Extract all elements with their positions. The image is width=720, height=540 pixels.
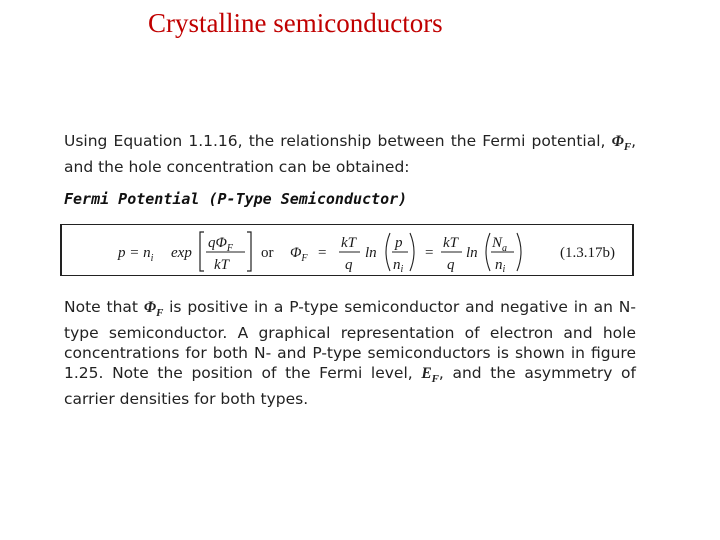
note-paragraph — [64, 297, 636, 409]
paren-close-1 — [410, 233, 414, 271]
intro-text-before: Using Equation 1.1.16, the relationship between the Fermi potential, — [64, 132, 612, 150]
slide-title: Crystalline semiconductors — [148, 8, 443, 38]
kt-2: kT — [443, 235, 458, 251]
eq-connector: or — [261, 245, 274, 261]
eq-equals-2: = — [425, 245, 434, 261]
section-heading: Fermi Potential (P-Type Semiconductor) — [64, 190, 408, 208]
paren-open-2 — [486, 233, 490, 271]
note-text-2: is positive in a P-type semiconductor and negative in an N-type semiconductor. A graphical representation of electron and hole concentrations for both N- and P-type semiconductors is shown in figure 1.25. Note the position of the Fermi level, — [64, 298, 636, 383]
equation-box — [60, 224, 634, 276]
left-bracket — [200, 232, 204, 271]
kt-1: kT — [341, 235, 356, 251]
frac1-numerator: $q\Phi_F$ — [208, 235, 234, 254]
intro-paragraph — [64, 131, 636, 177]
paren-open-1 — [386, 233, 390, 271]
q-1: q — [345, 257, 353, 273]
frac2-ni: $n_i$ — [393, 257, 404, 275]
frac3-na: $N_a$ — [492, 235, 508, 254]
q-2: q — [447, 257, 455, 273]
right-bracket — [247, 232, 251, 271]
equation-number: (1.3.17b) — [560, 245, 615, 261]
frac1-denominator: kT — [214, 257, 229, 273]
eq-lhs: $p = n_i$ — [118, 245, 154, 264]
eq-equals-1: = — [318, 245, 327, 261]
fermi-potential-symbol-note: $\Phi_F$ — [143, 299, 164, 320]
frac2-p: p — [395, 235, 403, 251]
frac3-ni: $n_i$ — [495, 257, 506, 275]
eq-exp: exp — [171, 245, 192, 261]
paren-close-2 — [517, 233, 521, 271]
fermi-level-symbol: $E_F$ — [421, 365, 439, 386]
eq-phi-lhs: $\Phi_F$ — [290, 245, 308, 264]
ln-2: ln — [466, 245, 478, 261]
note-text-3: , and the asymmetry of carrier densities for both types. — [64, 364, 636, 409]
note-text-1: Note that — [64, 298, 144, 316]
fermi-potential-symbol: $\Phi_F$ — [611, 133, 632, 154]
equation-1-3-17b — [62, 225, 636, 277]
ln-1: ln — [365, 245, 377, 261]
intro-text-after: , and the hole concentration can be obtained: — [64, 132, 636, 177]
